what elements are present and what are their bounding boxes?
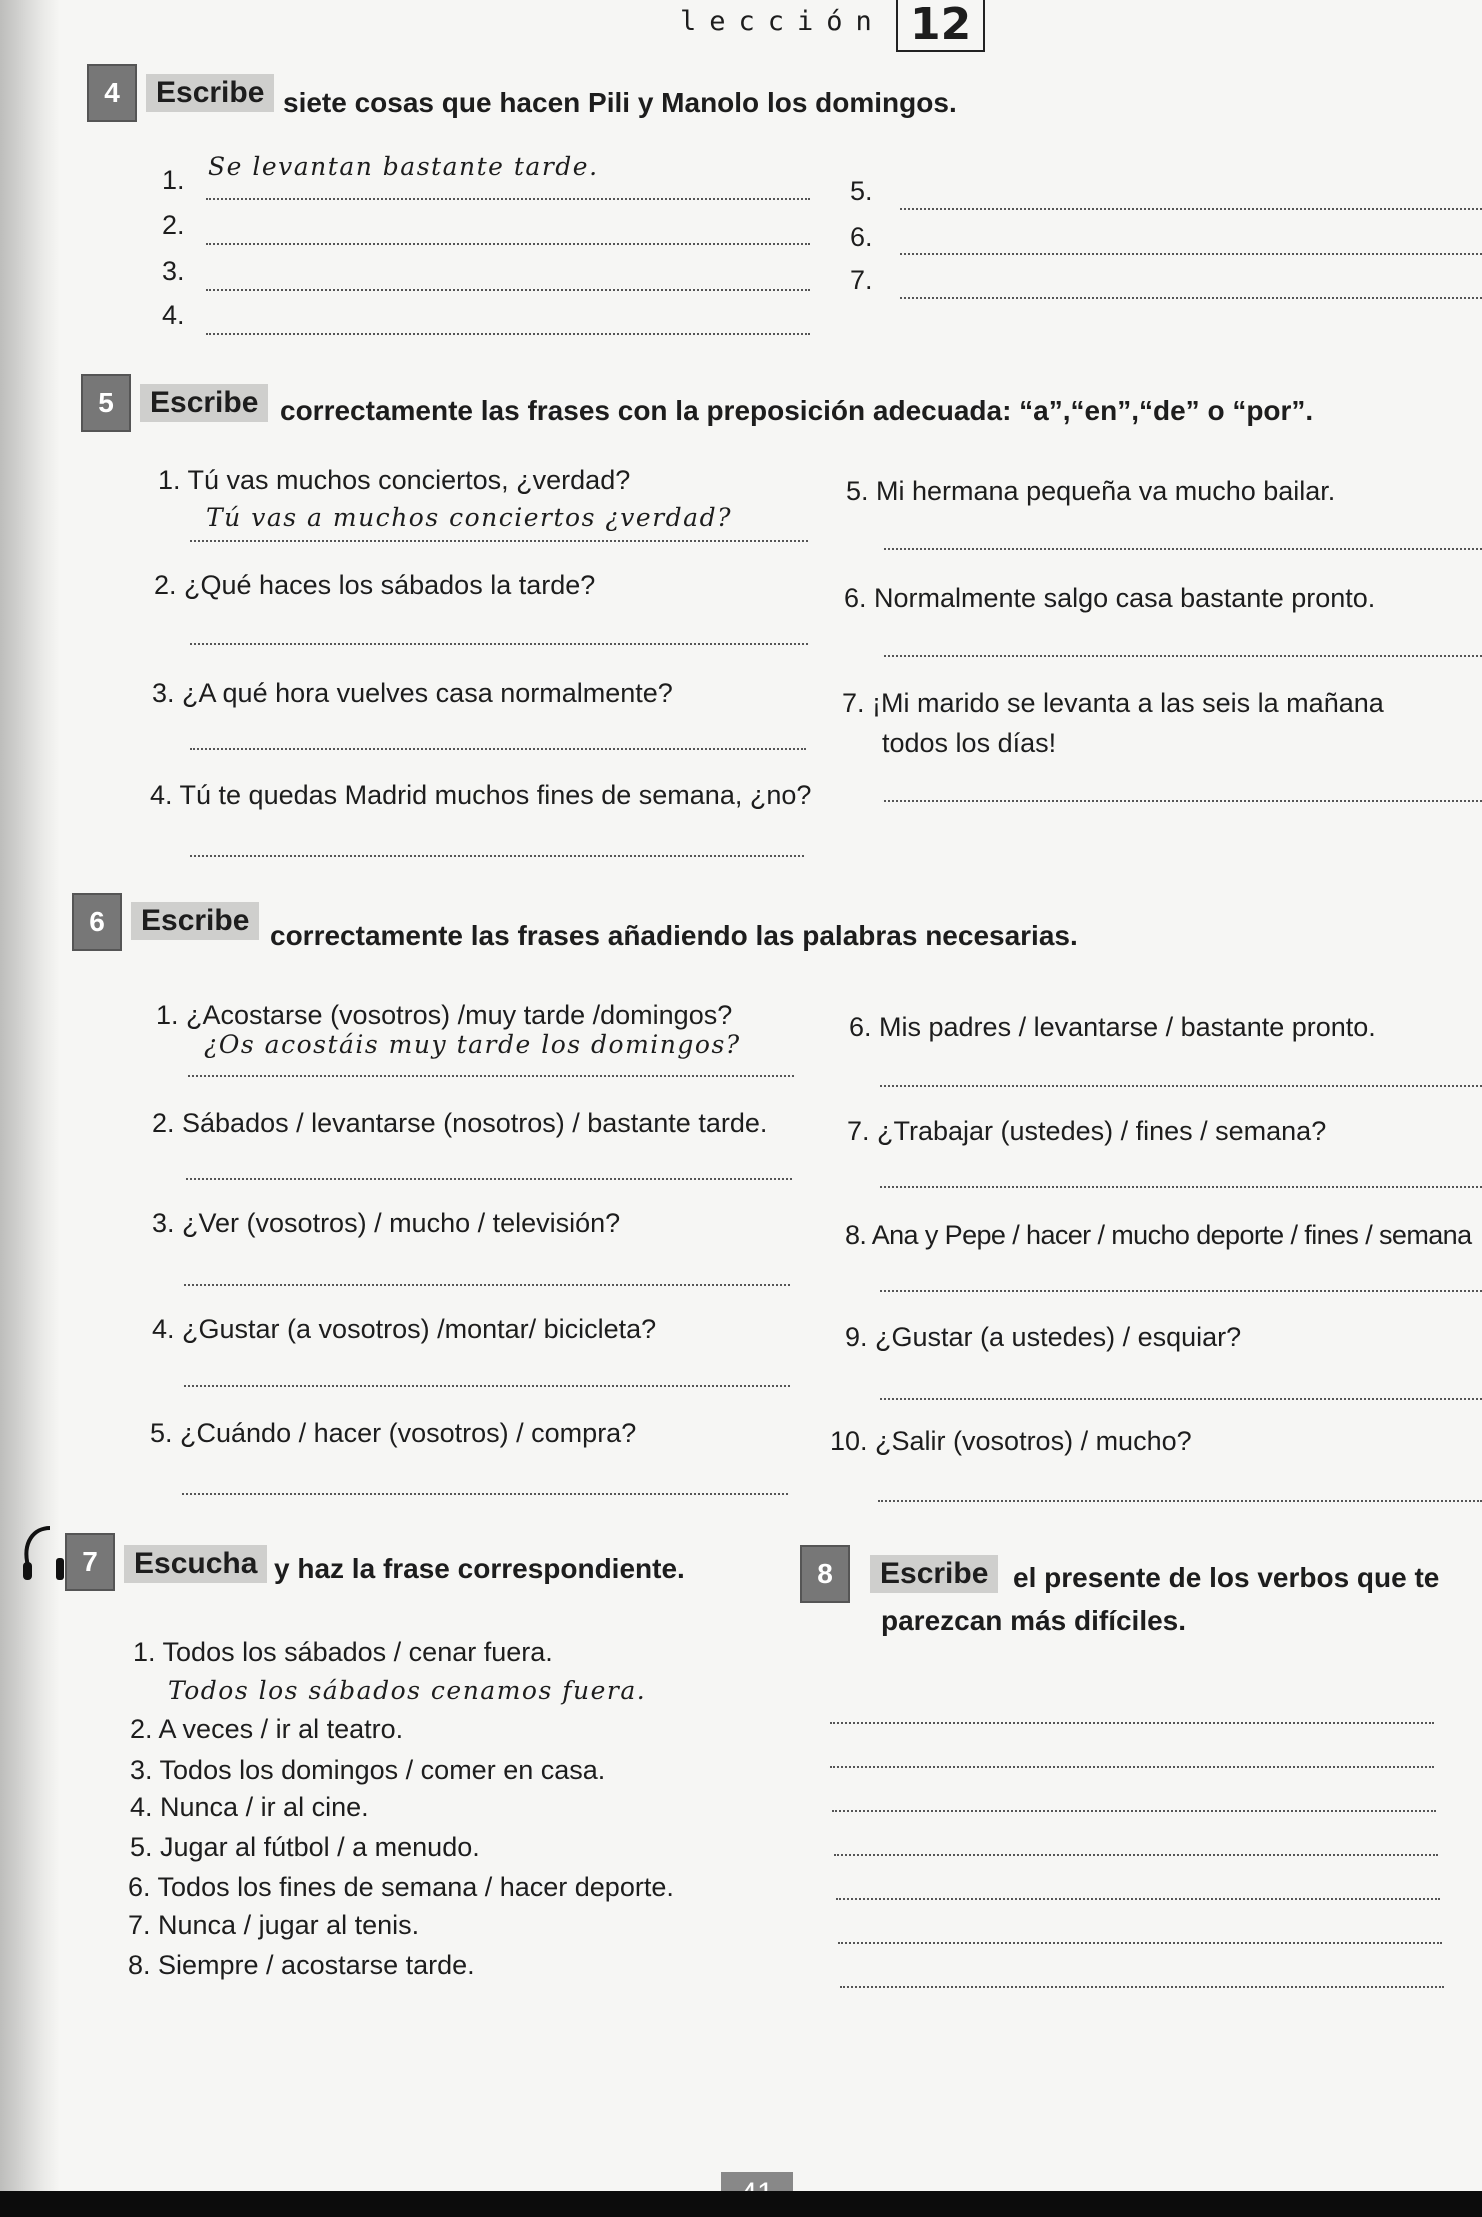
ex8-line-1[interactable]: [830, 1722, 1434, 1724]
ex4-num-5: 5.: [850, 176, 873, 206]
ex6-item-3: 3. ¿Ver (vosotros) / mucho / televisión?: [152, 1208, 621, 1238]
ex4-line-7[interactable]: [900, 297, 1482, 299]
ex6-line-1[interactable]: [188, 1075, 794, 1077]
exercise-4-instruction: siete cosas que hacen Pili y Manolo los domingos.: [283, 87, 957, 118]
exercise-5-badge: 5: [81, 374, 131, 432]
ex4-line-6[interactable]: [900, 253, 1482, 255]
exercise-5-instruction: correctamente las frases con la preposición adecuada: “a”,“en”,“de” o “por”.: [280, 395, 1314, 426]
ex5-item-3: 3. ¿A qué hora vuelves casa normalmente?: [152, 678, 673, 708]
ex7-item-8: 8. Siempre / acostarse tarde.: [128, 1950, 475, 1980]
ex5-line-1[interactable]: [190, 540, 808, 542]
ex6-item-6: 6. Mis padres / levantarse / bastante pronto.: [849, 1012, 1376, 1042]
ex6-item-5: 5. ¿Cuándo / hacer (vosotros) / compra?: [150, 1418, 637, 1448]
ex8-line-4[interactable]: [834, 1854, 1438, 1856]
ex5-answer-1: Tú vas a muchos conciertos ¿verdad?: [206, 503, 732, 532]
ex4-line-3[interactable]: [206, 289, 810, 291]
ex5-item-5: 5. Mi hermana pequeña va mucho bailar.: [846, 476, 1336, 506]
ex4-num-2: 2.: [162, 210, 185, 240]
ex5-line-2[interactable]: [190, 643, 808, 645]
ex5-item-4: 4. Tú te quedas Madrid muchos fines de semana, ¿no?: [150, 780, 812, 810]
ex5-line-5[interactable]: [884, 548, 1482, 550]
ex4-num-3: 3.: [162, 256, 185, 286]
ex4-num-7: 7.: [850, 265, 873, 295]
ex5-item-6: 6. Normalmente salgo casa bastante pronto.: [844, 583, 1376, 613]
ex6-item-2: 2. Sábados / levantarse (nosotros) / bastante tarde.: [152, 1108, 768, 1138]
lesson-number: 12: [896, 0, 985, 52]
ex6-item-9: 9. ¿Gustar (a ustedes) / esquiar?: [845, 1322, 1242, 1352]
ex7-item-6: 6. Todos los fines de semana / hacer deporte.: [128, 1872, 674, 1902]
ex6-line-6[interactable]: [880, 1085, 1482, 1087]
ex6-line-2[interactable]: [186, 1178, 792, 1180]
ex6-line-8[interactable]: [880, 1290, 1482, 1292]
ex7-answer-1: Todos los sábados cenamos fuera.: [168, 1676, 647, 1705]
ex5-line-4[interactable]: [190, 855, 804, 857]
exercise-4-verb: Escribe: [146, 74, 274, 112]
ex8-line-5[interactable]: [836, 1898, 1440, 1900]
ex4-answer-1: Se levantan bastante tarde.: [208, 152, 599, 181]
ex6-item-7: 7. ¿Trabajar (ustedes) / fines / semana?: [847, 1116, 1327, 1146]
ex4-num-1: 1.: [162, 165, 185, 195]
exercise-6-verb: Escribe: [131, 902, 259, 940]
exercise-7-badge: 7: [65, 1533, 115, 1591]
exercise-7-instruction: y haz la frase correspondiente.: [274, 1553, 685, 1584]
exercise-4-badge: 4: [87, 64, 137, 122]
ex6-line-4[interactable]: [184, 1385, 790, 1387]
ex7-item-7: 7. Nunca / jugar al tenis.: [128, 1910, 420, 1940]
ex5-item-1: 1. Tú vas muchos conciertos, ¿verdad?: [158, 465, 631, 495]
ex6-line-5[interactable]: [182, 1493, 788, 1495]
headphones-icon: [20, 1522, 66, 1584]
ex5-line-7[interactable]: [884, 800, 1482, 802]
exercise-8-instruction-line2: parezcan más difíciles.: [881, 1605, 1187, 1636]
exercise-6-instruction: correctamente las frases añadiendo las palabras necesarias.: [270, 920, 1078, 951]
ex6-item-10: 10. ¿Salir (vosotros) / mucho?: [830, 1426, 1192, 1456]
exercise-8-verb: Escribe: [870, 1555, 998, 1593]
ex7-item-1: 1. Todos los sábados / cenar fuera.: [133, 1637, 553, 1667]
ex6-line-9[interactable]: [880, 1398, 1482, 1400]
ex4-num-4: 4.: [162, 300, 185, 330]
ex5-item-7: 7. ¡Mi marido se levanta a las seis la mañana: [842, 688, 1384, 718]
ex5-line-6[interactable]: [884, 655, 1482, 657]
exercise-7-verb: Escucha: [124, 1545, 267, 1583]
ex4-line-1[interactable]: [206, 198, 810, 200]
ex8-line-7[interactable]: [840, 1986, 1444, 1988]
ex5-item-7-cont: todos los días!: [882, 728, 1057, 758]
ex6-line-10[interactable]: [878, 1500, 1482, 1502]
ex7-item-4: 4. Nunca / ir al cine.: [130, 1792, 369, 1822]
ex8-line-2[interactable]: [830, 1766, 1434, 1768]
ex4-line-5[interactable]: [900, 208, 1482, 210]
ex8-line-3[interactable]: [832, 1810, 1436, 1812]
ex8-line-6[interactable]: [838, 1942, 1442, 1944]
exercise-5-verb: Escribe: [140, 384, 268, 422]
ex7-item-2: 2. A veces / ir al teatro.: [130, 1714, 404, 1744]
ex4-num-6: 6.: [850, 222, 873, 252]
ex7-item-3: 3. Todos los domingos / comer en casa.: [130, 1755, 606, 1785]
ex4-line-4[interactable]: [206, 333, 810, 335]
ex6-item-4: 4. ¿Gustar (a vosotros) /montar/ bicicleta?: [152, 1314, 657, 1344]
scan-bottom-edge: [0, 2191, 1482, 2217]
ex7-item-5: 5. Jugar al fútbol / a menudo.: [130, 1832, 480, 1862]
exercise-8-badge: 8: [800, 1545, 850, 1603]
ex6-line-3[interactable]: [184, 1284, 790, 1286]
ex5-line-3[interactable]: [190, 748, 806, 750]
ex4-line-2[interactable]: [206, 243, 810, 245]
page-edge-shadow: [0, 0, 60, 2217]
ex5-item-2: 2. ¿Qué haces los sábados la tarde?: [154, 570, 596, 600]
lesson-label: lección: [680, 6, 885, 37]
ex6-item-8: 8. Ana y Pepe / hacer / mucho deporte / fines / semana: [845, 1220, 1472, 1250]
ex6-line-7[interactable]: [880, 1186, 1482, 1188]
exercise-6-badge: 6: [72, 893, 122, 951]
ex6-item-1: 1. ¿Acostarse (vosotros) /muy tarde /domingos?: [156, 1000, 733, 1030]
exercise-8-instruction-line1: el presente de los verbos que te: [1013, 1562, 1440, 1593]
ex6-answer-1: ¿Os acostáis muy tarde los domingos?: [204, 1030, 741, 1059]
